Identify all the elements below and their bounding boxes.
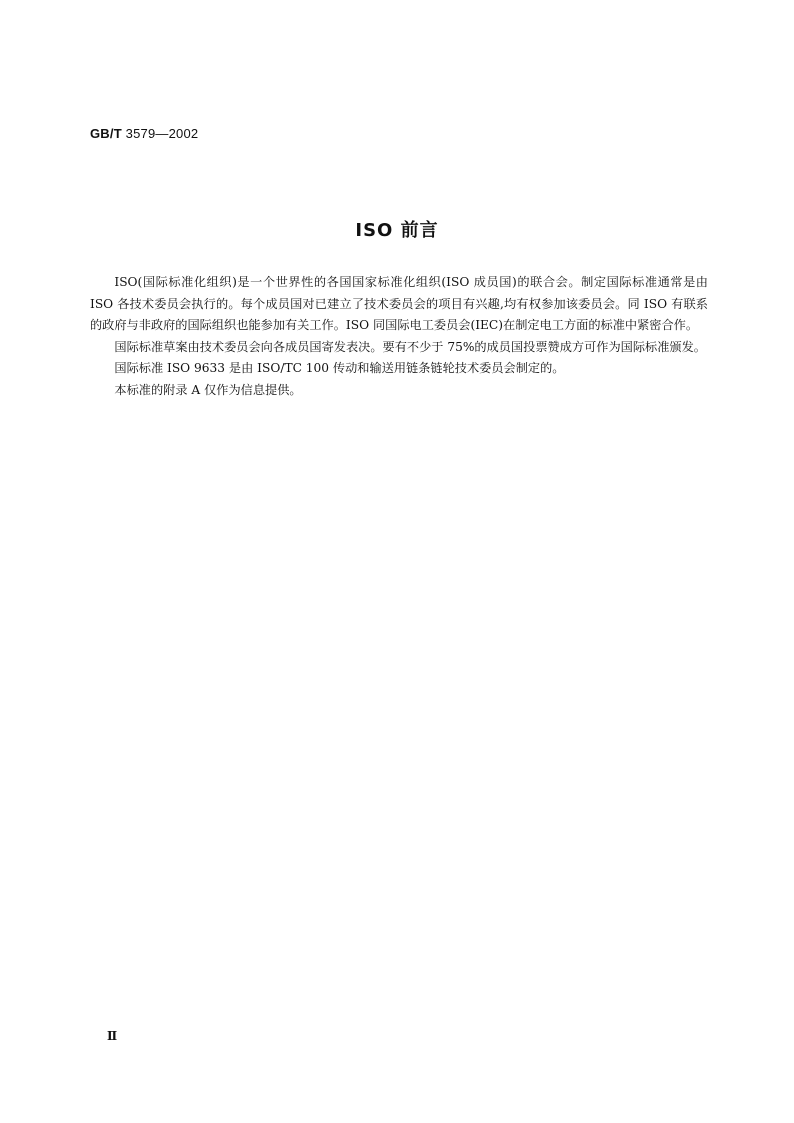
document-code-number: 3579—2002 <box>125 126 199 141</box>
paragraph-iso-9633: 国际标准 ISO 9633 是由 ISO/TC 100 传动和输送用链条链轮技术委员会制定的。 <box>114 361 565 375</box>
paragraph-iso-intro: ISO(国际标准化组织)是一个世界性的各国国家标准化组织(ISO 成员国)的联合会。制定国际标准通常是由 ISO 各技术委员会执行的。每个成员国对已建立了技术委员会的项目有兴趣,均有权参加该委员会。同 ISO 有联系的政府与非政府的国际组织也能参加有关工作。ISO 同国际电工委员会(IEC)在制定电工方面的标准中紧密合作。 <box>90 275 708 332</box>
foreword-body <box>90 272 708 401</box>
page-number: Ⅱ <box>107 1029 118 1043</box>
document-code <box>90 126 198 141</box>
paragraph-voting: 国际标准草案由技术委员会向各成员国寄发表决。要有不少于 75%的成员国投票赞成方可作为国际标准颁发。 <box>114 339 706 354</box>
paragraph-annex: 本标准的附录 A 仅作为信息提供。 <box>114 382 302 397</box>
document-code-prefix: GB/T <box>90 126 122 141</box>
page-title: ISO 前言 <box>355 220 439 241</box>
